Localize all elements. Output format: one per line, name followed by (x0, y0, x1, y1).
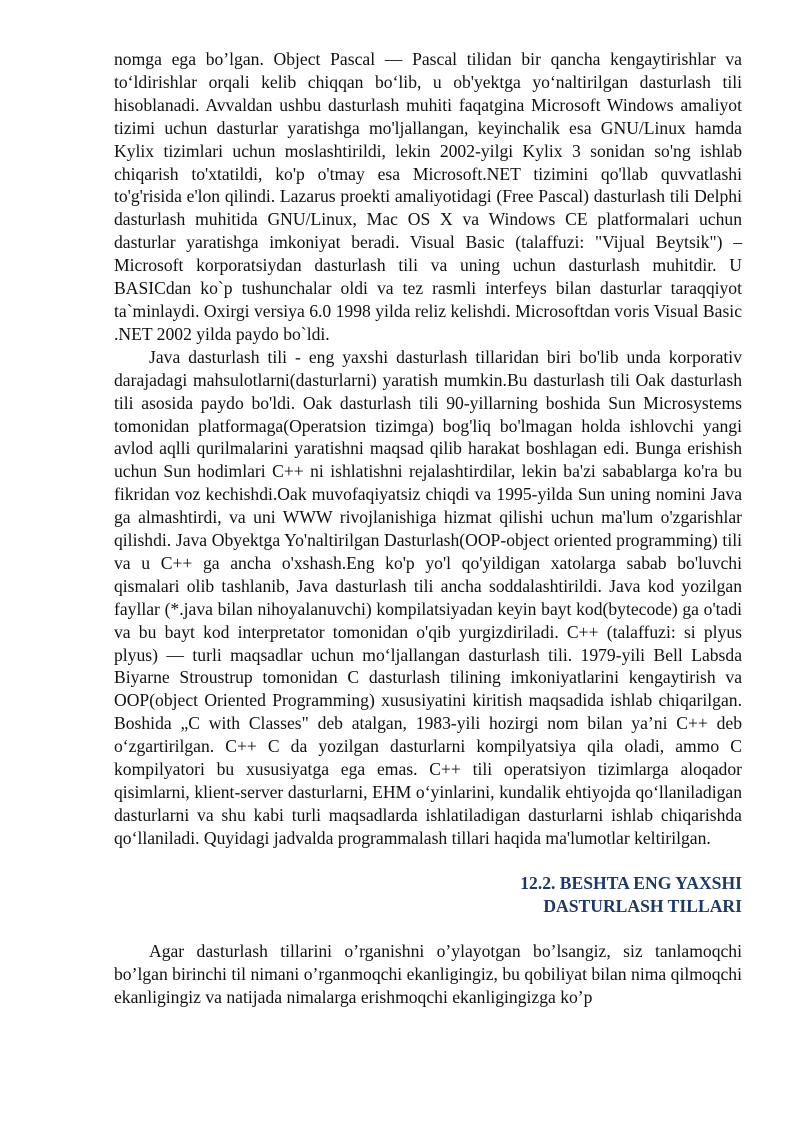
paragraph-java-cpp: Java dasturlash tili - eng yaxshi dasturlash tillaridan biri bo'lib unda korporativ darajadagi mahsulotlarni(dasturlarni) yaratish mumkin.Bu dasturlash tili Oak dasturlash tili asosida paydo bo'ldi. Oak dasturlash tili 90-yillarning boshida Sun Microsystems tomonidan platformaga(Operatsion tizimga) bog'liq bo'lmagan holda ishlovchi yangi avlod aqlli qurilmalarini yaratishni maqsad qilib harakat boshlagan edi. Bunga erishish uchun Sun hodimlari C++ ni ishlatishni rejalashtirdilar, lekin ba'zi sabablarga ko'ra bu fikridan voz kechishdi.Oak muvofaqiyatsiz chiqdi va 1995-yilda Sun uning nomini Java ga almashtirdi, va uni WWW rivojlanishiga hizmat qilishi uchun ma'lum o'zgarishlar qilishdi. Java Obyektga Yo'naltirilgan Dasturlash(OOP-object oriented programming) tili va u C++ ga ancha o'xshash.Eng ko'p yo'l qo'yildigan xatolarga sabab bo'luvchi qismalari olib tashlanib, Java dasturlash tili ancha soddalashtirildi. Java kod yozilgan fayllar (*.java bilan nihoyalanuvchi) kompilatsiyadan keyin bayt kod(bytecode) ga o'tadi va bu bayt kod interpretator tomonidan o'qib yurgizdiriladi. C++ (talaffuzi: si plyus plyus) — turli maqsadlar uchun mo‘ljallangan dasturlash tili. 1979-yili Bell Labsda Biyarne Stroustrup tomonidan C dasturlash tilining imkoniyatlarini kengaytirish va OOP(object Oriented Programming) xususiyatini kiritish maqsadida ishlab chiqarilgan. Boshida „C with Classes" deb atalgan, 1983-yili hozirgi nom bilan ya’ni C++ deb o‘zgartirilgan. C++ C da yozilgan dasturlarni kompilyatsiya qila oladi, ammo C kompilyatori bu xususiyatga ega emas. C++ tili operatsiyon tizimlarga aloqador qisimlarni, klient-server dasturlarni, EHM o‘yinlarini, kundalik ehtiyojda qo‘llaniladigan dasturlarni va shu kabi turli maqsadlarda ishlatiladigan dasturlarni ishlab chiqarishda qo‘llaniladi. Quyidagi jadvalda programmalash tillari haqida ma'lumotlar keltirilgan. (114, 346, 742, 848)
section-heading-line-2: DASTURLASH TILLARI (543, 895, 742, 916)
paragraph-object-pascal-visual-basic: nomga ega bo’lgan. Object Pascal — Pascal tilidan bir qancha kengaytirishlar va to‘ldirishlar orqali kelib chiqqan bo‘lib, u ob'yektga yo‘naltirilgan dasturlash tili hisoblanadi. Avvaldan ushbu dasturlash muhiti faqatgina Microsoft Windows amaliyot tizimi uchun dasturlar yaratishga mo'ljallangan, keyinchalik esa GNU/Linux hamda Kylix tizimlari uchun moslashtirildi, lekin 2002-yilgi Kylix 3 sonidan so'ng ishlab chiqarish to'xtatildi, ko'p o'tmay esa Microsoft.NET tizimini qo'llab quvvatlashi to'g'risida e'lon qilindi. Lazarus proekti amaliyotidagi (Free Pascal) dasturlash tili Delphi dasturlash muhitida GNU/Linux, Mac OS X va Windows CE platformalari uchun dasturlar yaratishga imkoniyat beradi. Visual Basic (talaffuzi: "Vijual Beytsik") – Microsoft korporatsiydan dasturlash tili va uning uchun dasturlash muhitdir. U BASICdan ko`p tushunchalar oldi va tez rasmli interfeys bilan dasturlar taraqqiyot ta`minlaydi. Oxirgi versiya 6.0 1998 yilda reliz kelishdi. Microsoftdan voris Visual Basic .NET 2002 yilda paydo bo`ldi. (114, 49, 742, 344)
document-page (114, 48, 742, 1008)
paragraph-choosing-language: Agar dasturlash tillarini o’rganishni o’ylayotgan bo’lsangiz, siz tanlamoqchi bo’lgan birinchi til nimani o’rganmoqchi ekanligingiz, bu qobiliyat bilan nima qilmoqchi ekanligingiz va natijada nimalarga erishmoqchi ekanligingizga ko’p (114, 940, 742, 1007)
section-heading-line-1: 12.2. BESHTA ENG YAXSHI (520, 872, 742, 893)
section-heading (114, 872, 742, 918)
